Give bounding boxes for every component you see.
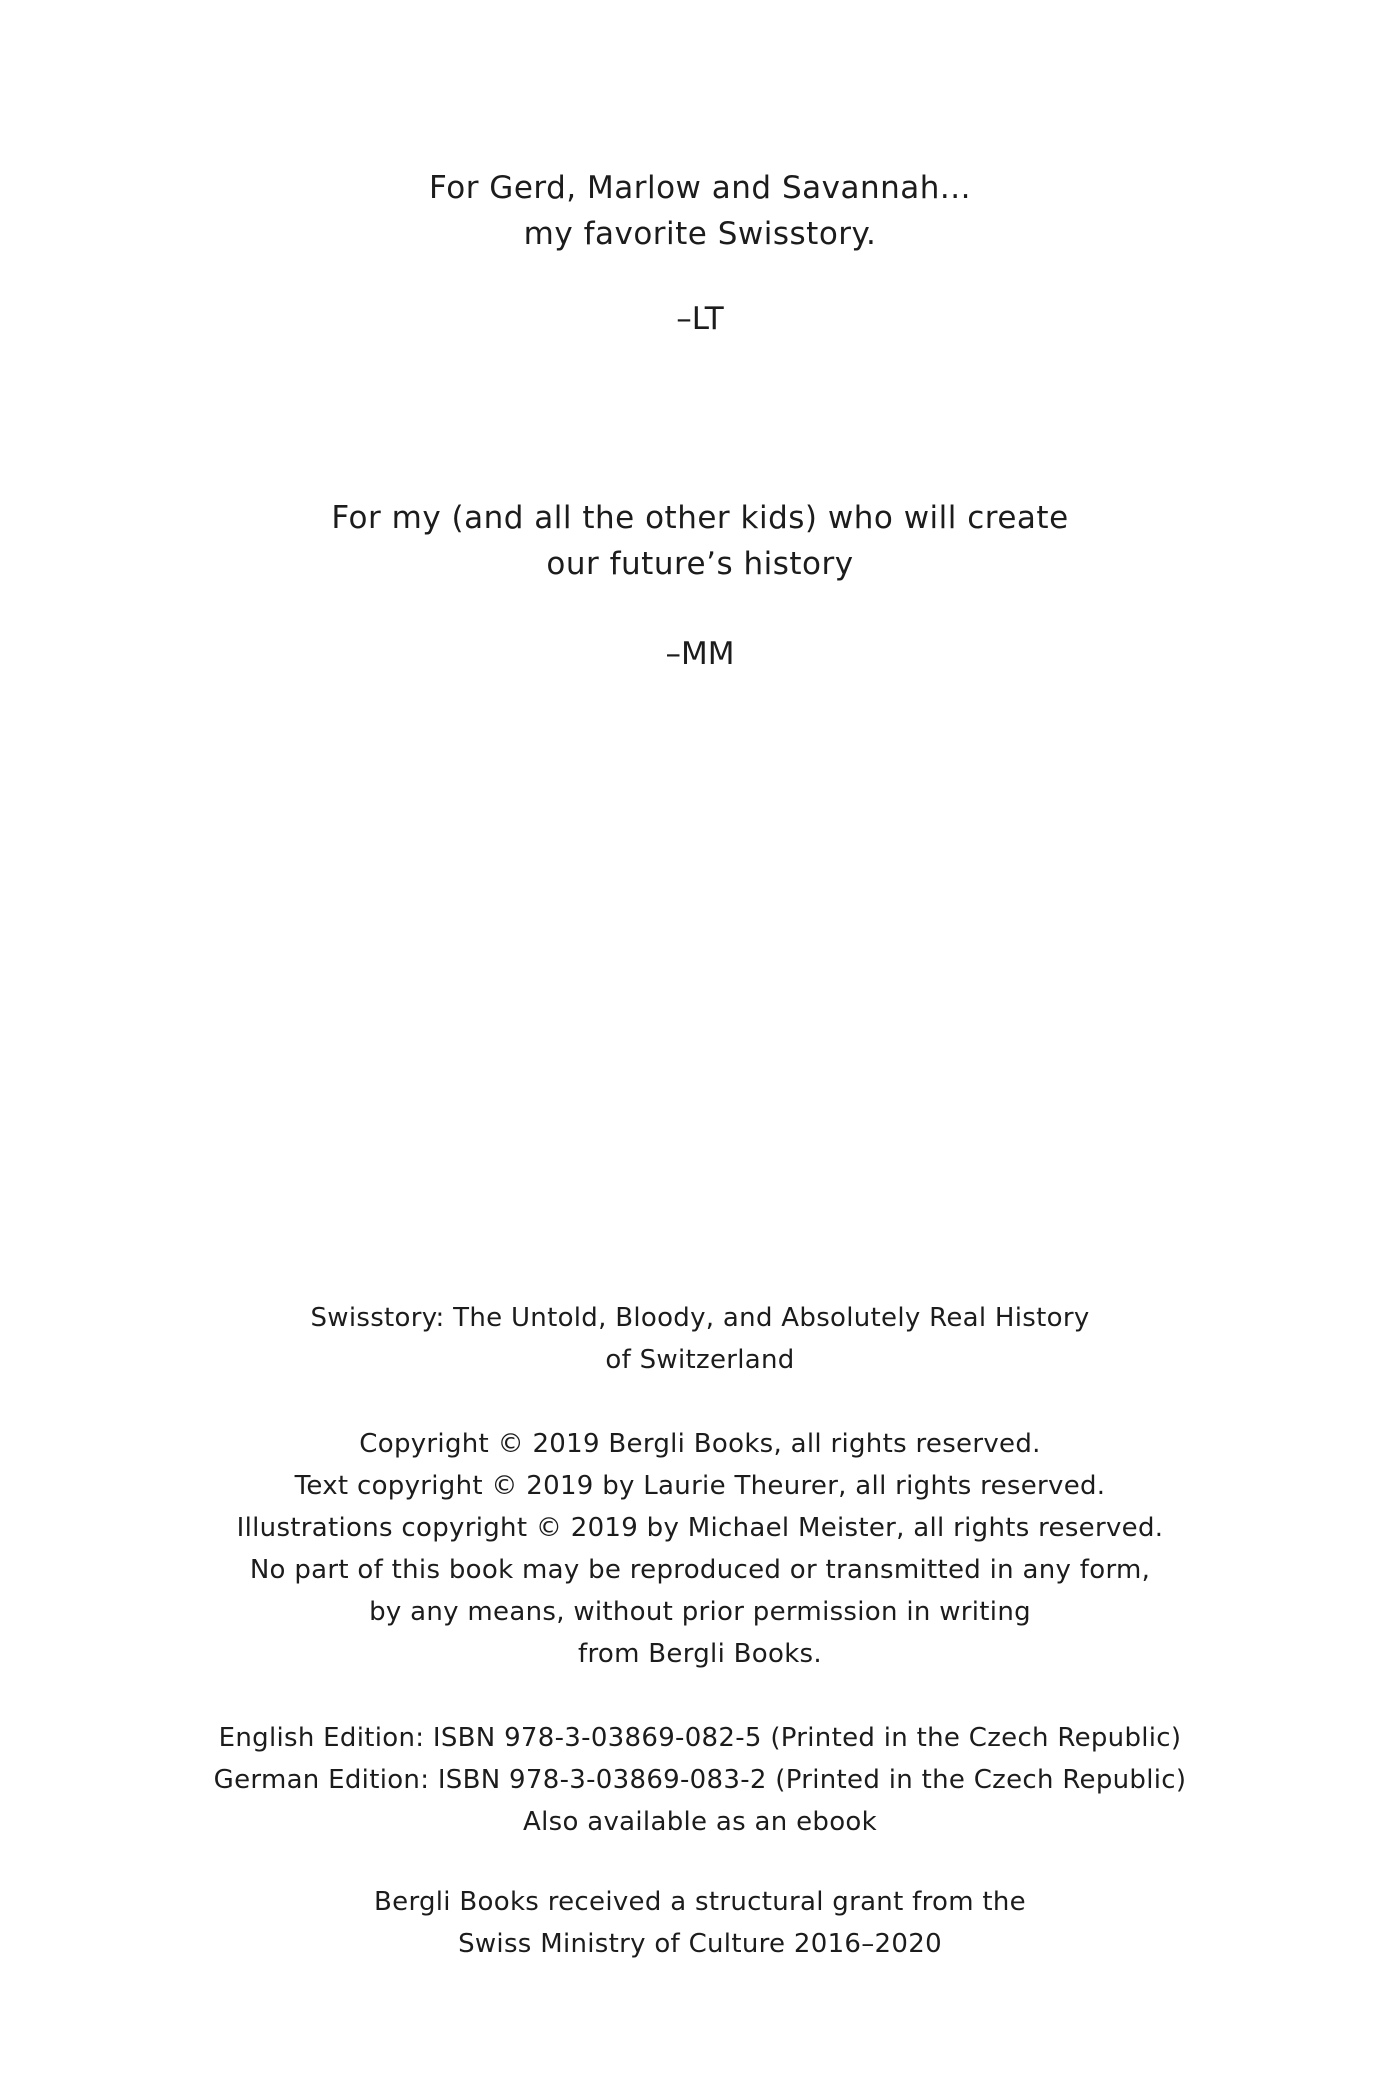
copyright-line-4: No part of this book may be reproduced or transmitted in any form, (249, 1555, 1151, 1585)
isbn-block (0, 1717, 1400, 1843)
copyright-block (0, 1423, 1400, 1675)
isbn-english: English Edition: ISBN 978-3-03869-082-5 (Printed in the Czech Republic) (218, 1723, 1182, 1753)
copyright-line-5: by any means, without prior permission in writing (369, 1597, 1031, 1627)
isbn-german: German Edition: ISBN 978-3-03869-083-2 (Printed in the Czech Republic) (213, 1765, 1187, 1795)
copyright-line-6: from Bergli Books. (578, 1639, 822, 1669)
signature-mm-text: –MM (665, 636, 735, 672)
book-title-line-2: of Switzerland (605, 1345, 795, 1375)
signature-lt-text: –LT (676, 301, 724, 337)
grant-line-2: Swiss Ministry of Culture 2016–2020 (458, 1929, 942, 1959)
book-title-block (0, 1297, 1400, 1381)
dedication-mm (0, 495, 1400, 587)
grant-block (0, 1881, 1400, 1965)
grant-line-1: Bergli Books received a structural grant from the (374, 1887, 1026, 1917)
dedication-mm-line-2: our future’s history (546, 546, 854, 582)
dedication-mm-line-1: For my (and all the other kids) who will create (331, 500, 1069, 536)
dedication-lt-line-1: For Gerd, Marlow and Savannah... (429, 170, 971, 206)
dedication-lt (0, 165, 1400, 257)
dedication-lt-line-2: my favorite Swisstory. (523, 216, 877, 252)
book-title-line-1: Swisstory: The Untold, Bloody, and Absolutely Real History (310, 1303, 1090, 1333)
signature-mm (0, 634, 1400, 674)
copyright-line-1: Copyright © 2019 Bergli Books, all rights reserved. (359, 1429, 1041, 1459)
ebook-note: Also available as an ebook (523, 1807, 877, 1837)
copyright-line-3: Illustrations copyright © 2019 by Michael Meister, all rights reserved. (236, 1513, 1164, 1543)
signature-lt (0, 299, 1400, 339)
copyright-line-2: Text copyright © 2019 by Laurie Theurer, all rights reserved. (294, 1471, 1106, 1501)
